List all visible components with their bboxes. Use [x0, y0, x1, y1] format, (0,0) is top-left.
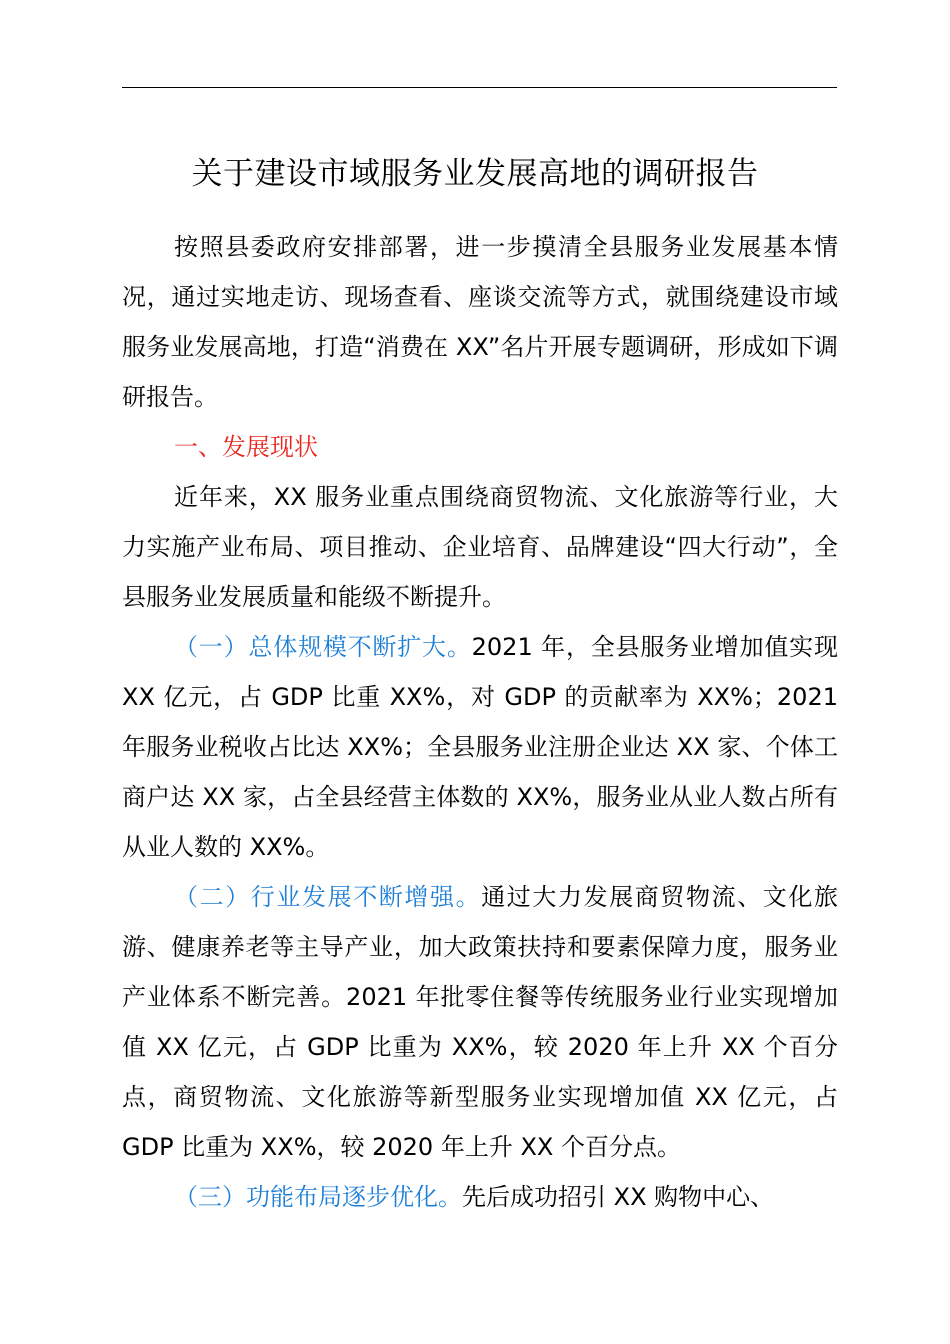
subsection-text-1: 2021 年，全县服务业增加值实现 XX 亿元，占 GDP 比重 XX%，对 GDP 的贡献率为 XX%；2021 年服务业税收占比达 XX%；全县服务业注册企业达 XX 家、个体工商户达 XX 家，占全县经营主体数的 XX%，服务业从业人数占所有从业人数的 XX%。 [122, 633, 838, 861]
subsection-heading-2: （二）行业发展不断增强。 [174, 883, 482, 911]
intro-paragraph: 按照县委政府安排部署，进一步摸清全县服务业发展基本情况，通过实地走访、现场查看、座谈交流等方式，就围绕建设市域服务业发展高地，打造“消费在 XX”名片开展专题调研，形成如下调研报告。 [122, 233, 838, 411]
document-title: 关于建设市域服务业发展高地的调研报告 [191, 156, 759, 192]
subsection-paragraph-3 [122, 1172, 838, 1222]
subsection-paragraph-1 [122, 622, 838, 872]
subsection-heading-1: （一）总体规模不断扩大。 [174, 633, 472, 661]
subsection-text-3: 先后成功招引 XX 购物中心、 [462, 1183, 775, 1211]
header-rule [122, 87, 837, 88]
subsection-heading-3: （三）功能布局逐步优化。 [174, 1183, 462, 1211]
document-body [122, 222, 838, 1222]
section-paragraph: 近年来，XX 服务业重点围绕商贸物流、文化旅游等行业，大力实施产业布局、项目推动、企业培育、品牌建设“四大行动”，全县服务业发展质量和能级不断提升。 [122, 483, 838, 611]
section-heading: 一、发展现状 [174, 433, 318, 461]
subsection-paragraph-2 [122, 872, 838, 1172]
subsection-text-2: 通过大力发展商贸物流、文化旅游、健康养老等主导产业，加大政策扶持和要素保障力度，服务业产业体系不断完善。2021 年批零住餐等传统服务业行业实现增加值 XX 亿元，占 GDP 比重为 XX%，较 2020 年上升 XX 个百分点，商贸物流、文化旅游等新型服务业实现增加值 XX 亿元，占 GDP 比重为 XX%，较 2020 年上升 XX 个百分点。 [122, 883, 839, 1161]
